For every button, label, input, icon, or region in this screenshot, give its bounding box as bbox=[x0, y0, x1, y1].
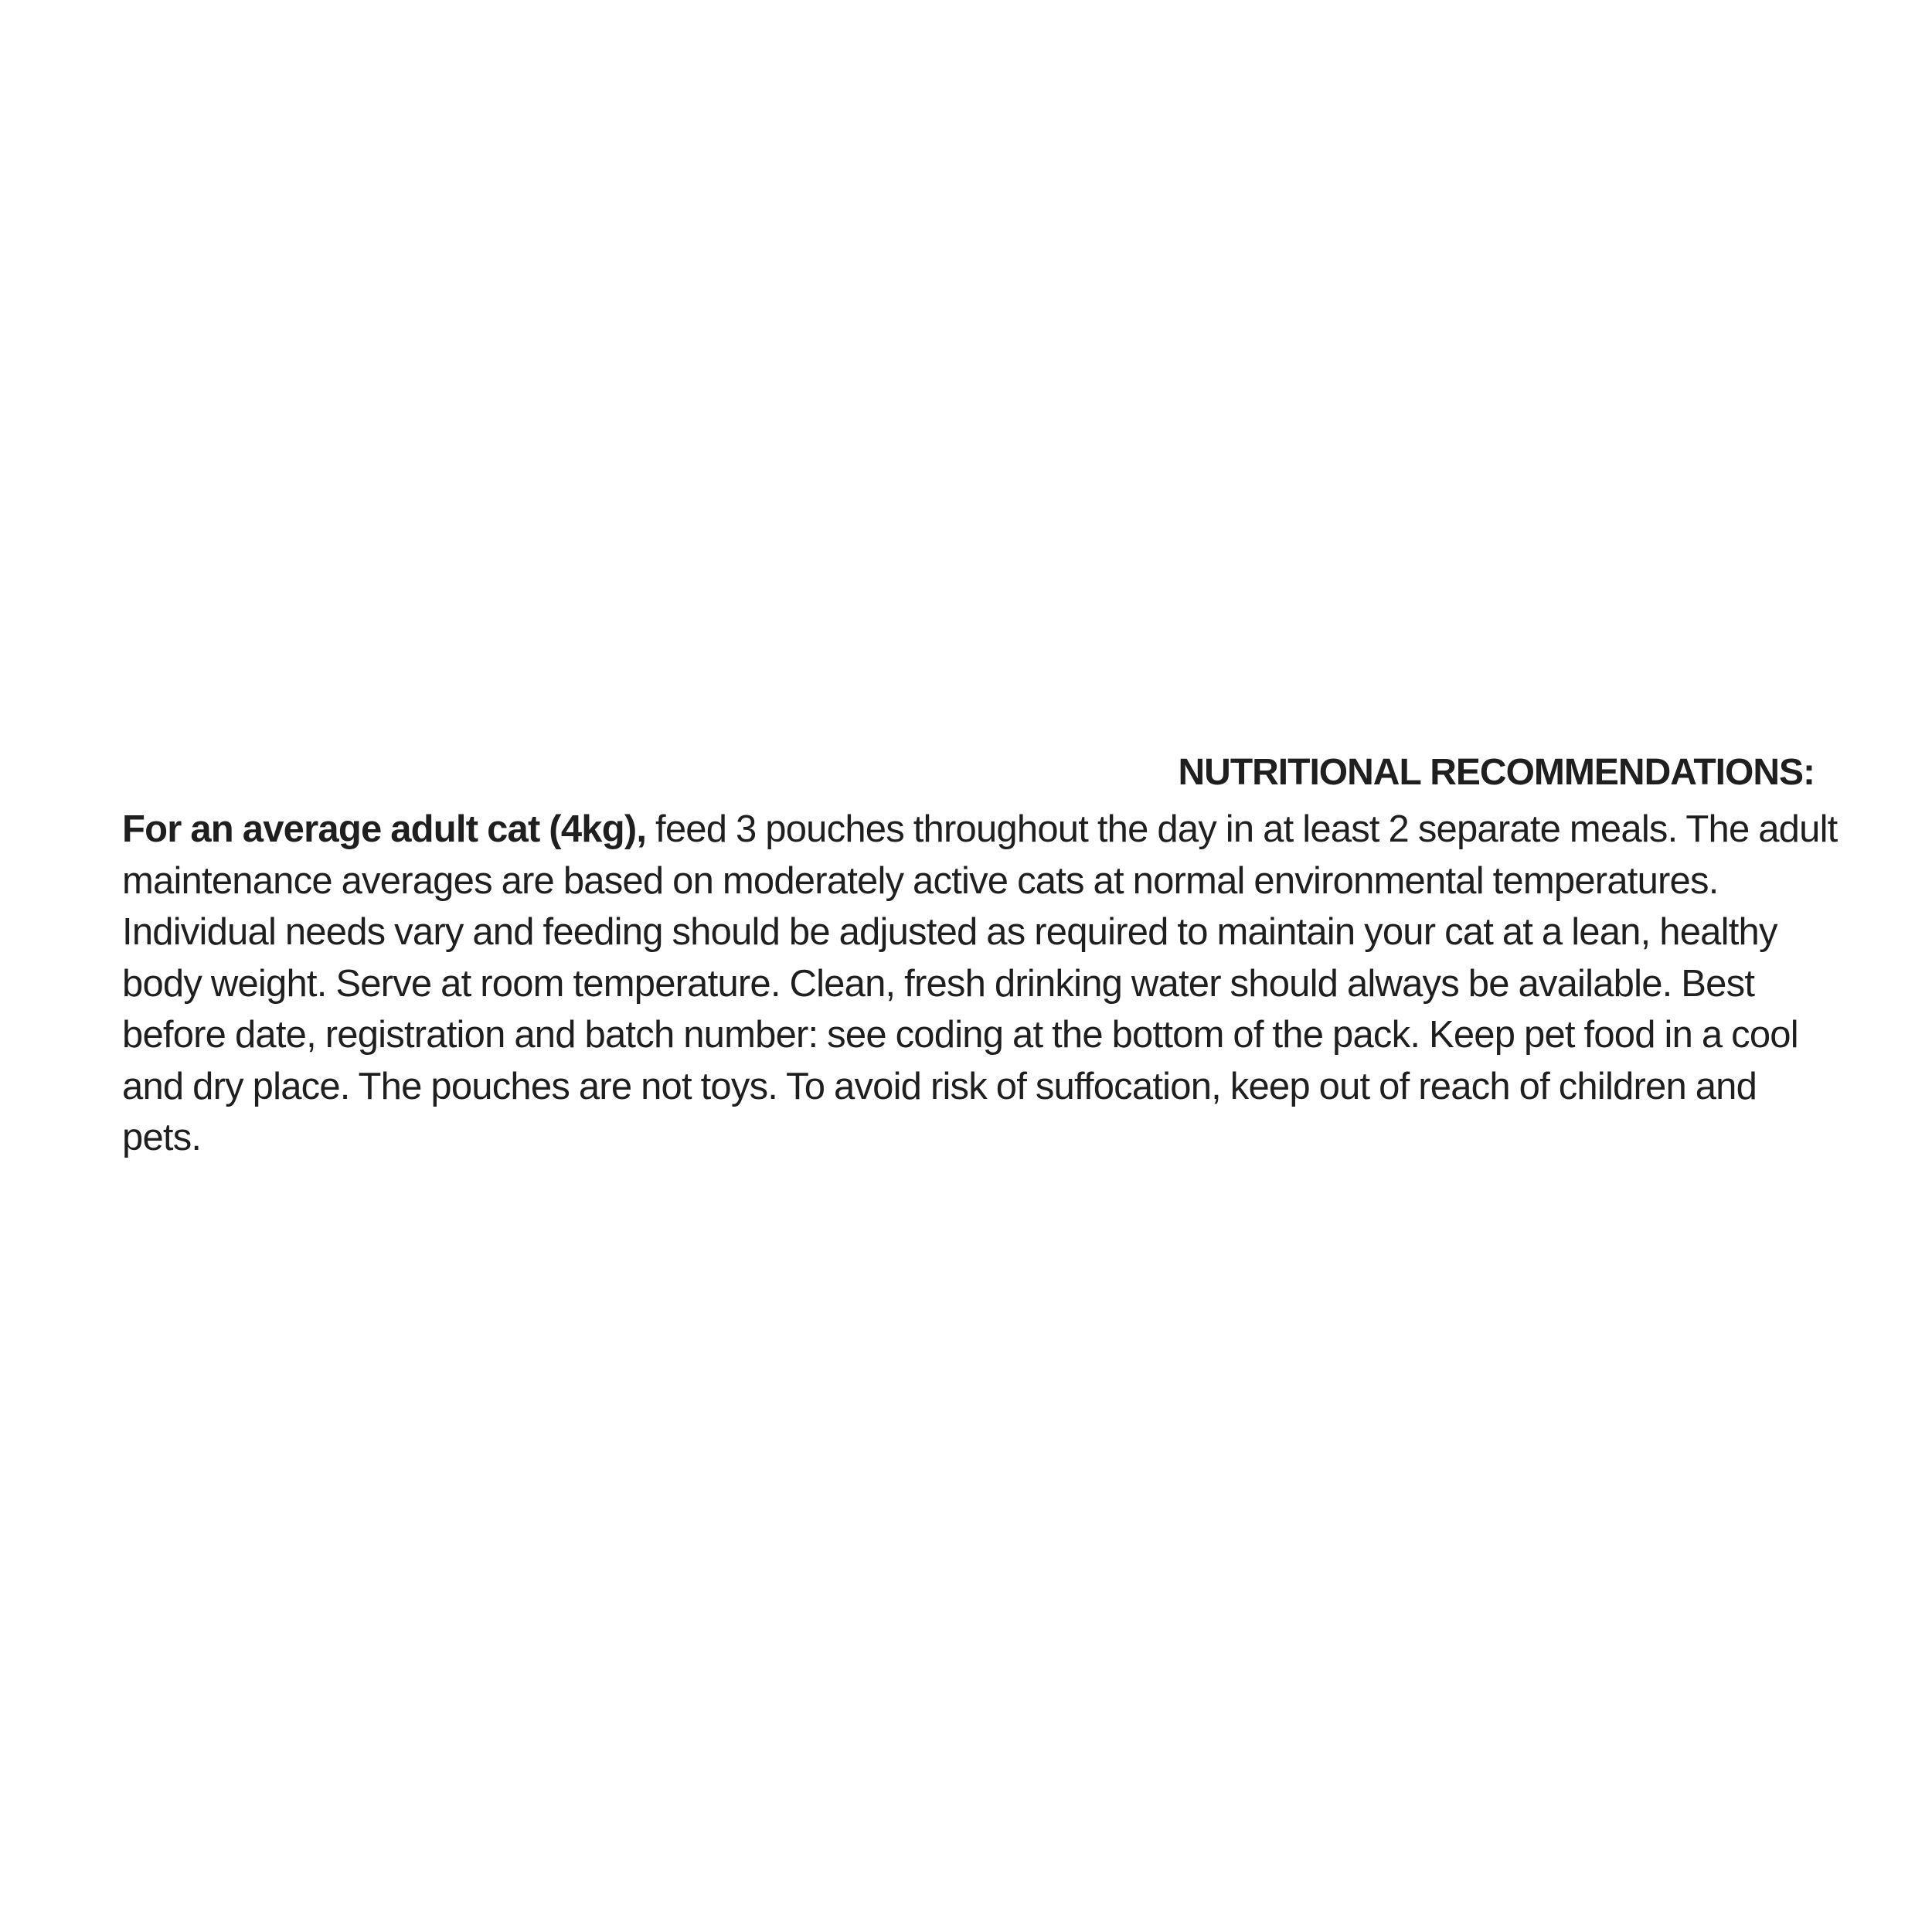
lead-phrase: For an average adult cat (4kg), bbox=[122, 808, 647, 850]
section-heading: NUTRITIONAL RECOMMENDATIONS: bbox=[1178, 752, 1815, 793]
paragraph-line-4: body weight. Serve at room temperature. Clean, fresh drinking water should always be available. Best bbox=[122, 962, 1755, 1005]
paragraph-line-6: and dry place. The pouches are not toys. To avoid risk of suffocation, keep out of reach of children and bbox=[122, 1065, 1757, 1107]
paragraph-line-1-text: feed 3 pouches throughout the day in at least 2 separate meals. The adult bbox=[646, 808, 1838, 850]
paragraph-line-1 bbox=[122, 804, 1838, 855]
paragraph-line-3: Individual needs vary and feeding should be adjusted as required to maintain your cat at a lean, healthy bbox=[122, 911, 1777, 953]
paragraph-line-5: before date, registration and batch number: see coding at the bottom of the pack. Keep pet food in a cool bbox=[122, 1014, 1798, 1056]
nutritional-recommendations-panel bbox=[122, 751, 1838, 1164]
paragraph-line-2: maintenance averages are based on moderately active cats at normal environmental temperatures. bbox=[122, 859, 1719, 902]
paragraph-line-7: pets. bbox=[122, 1117, 202, 1158]
feeding-instructions-paragraph bbox=[122, 804, 1838, 1164]
